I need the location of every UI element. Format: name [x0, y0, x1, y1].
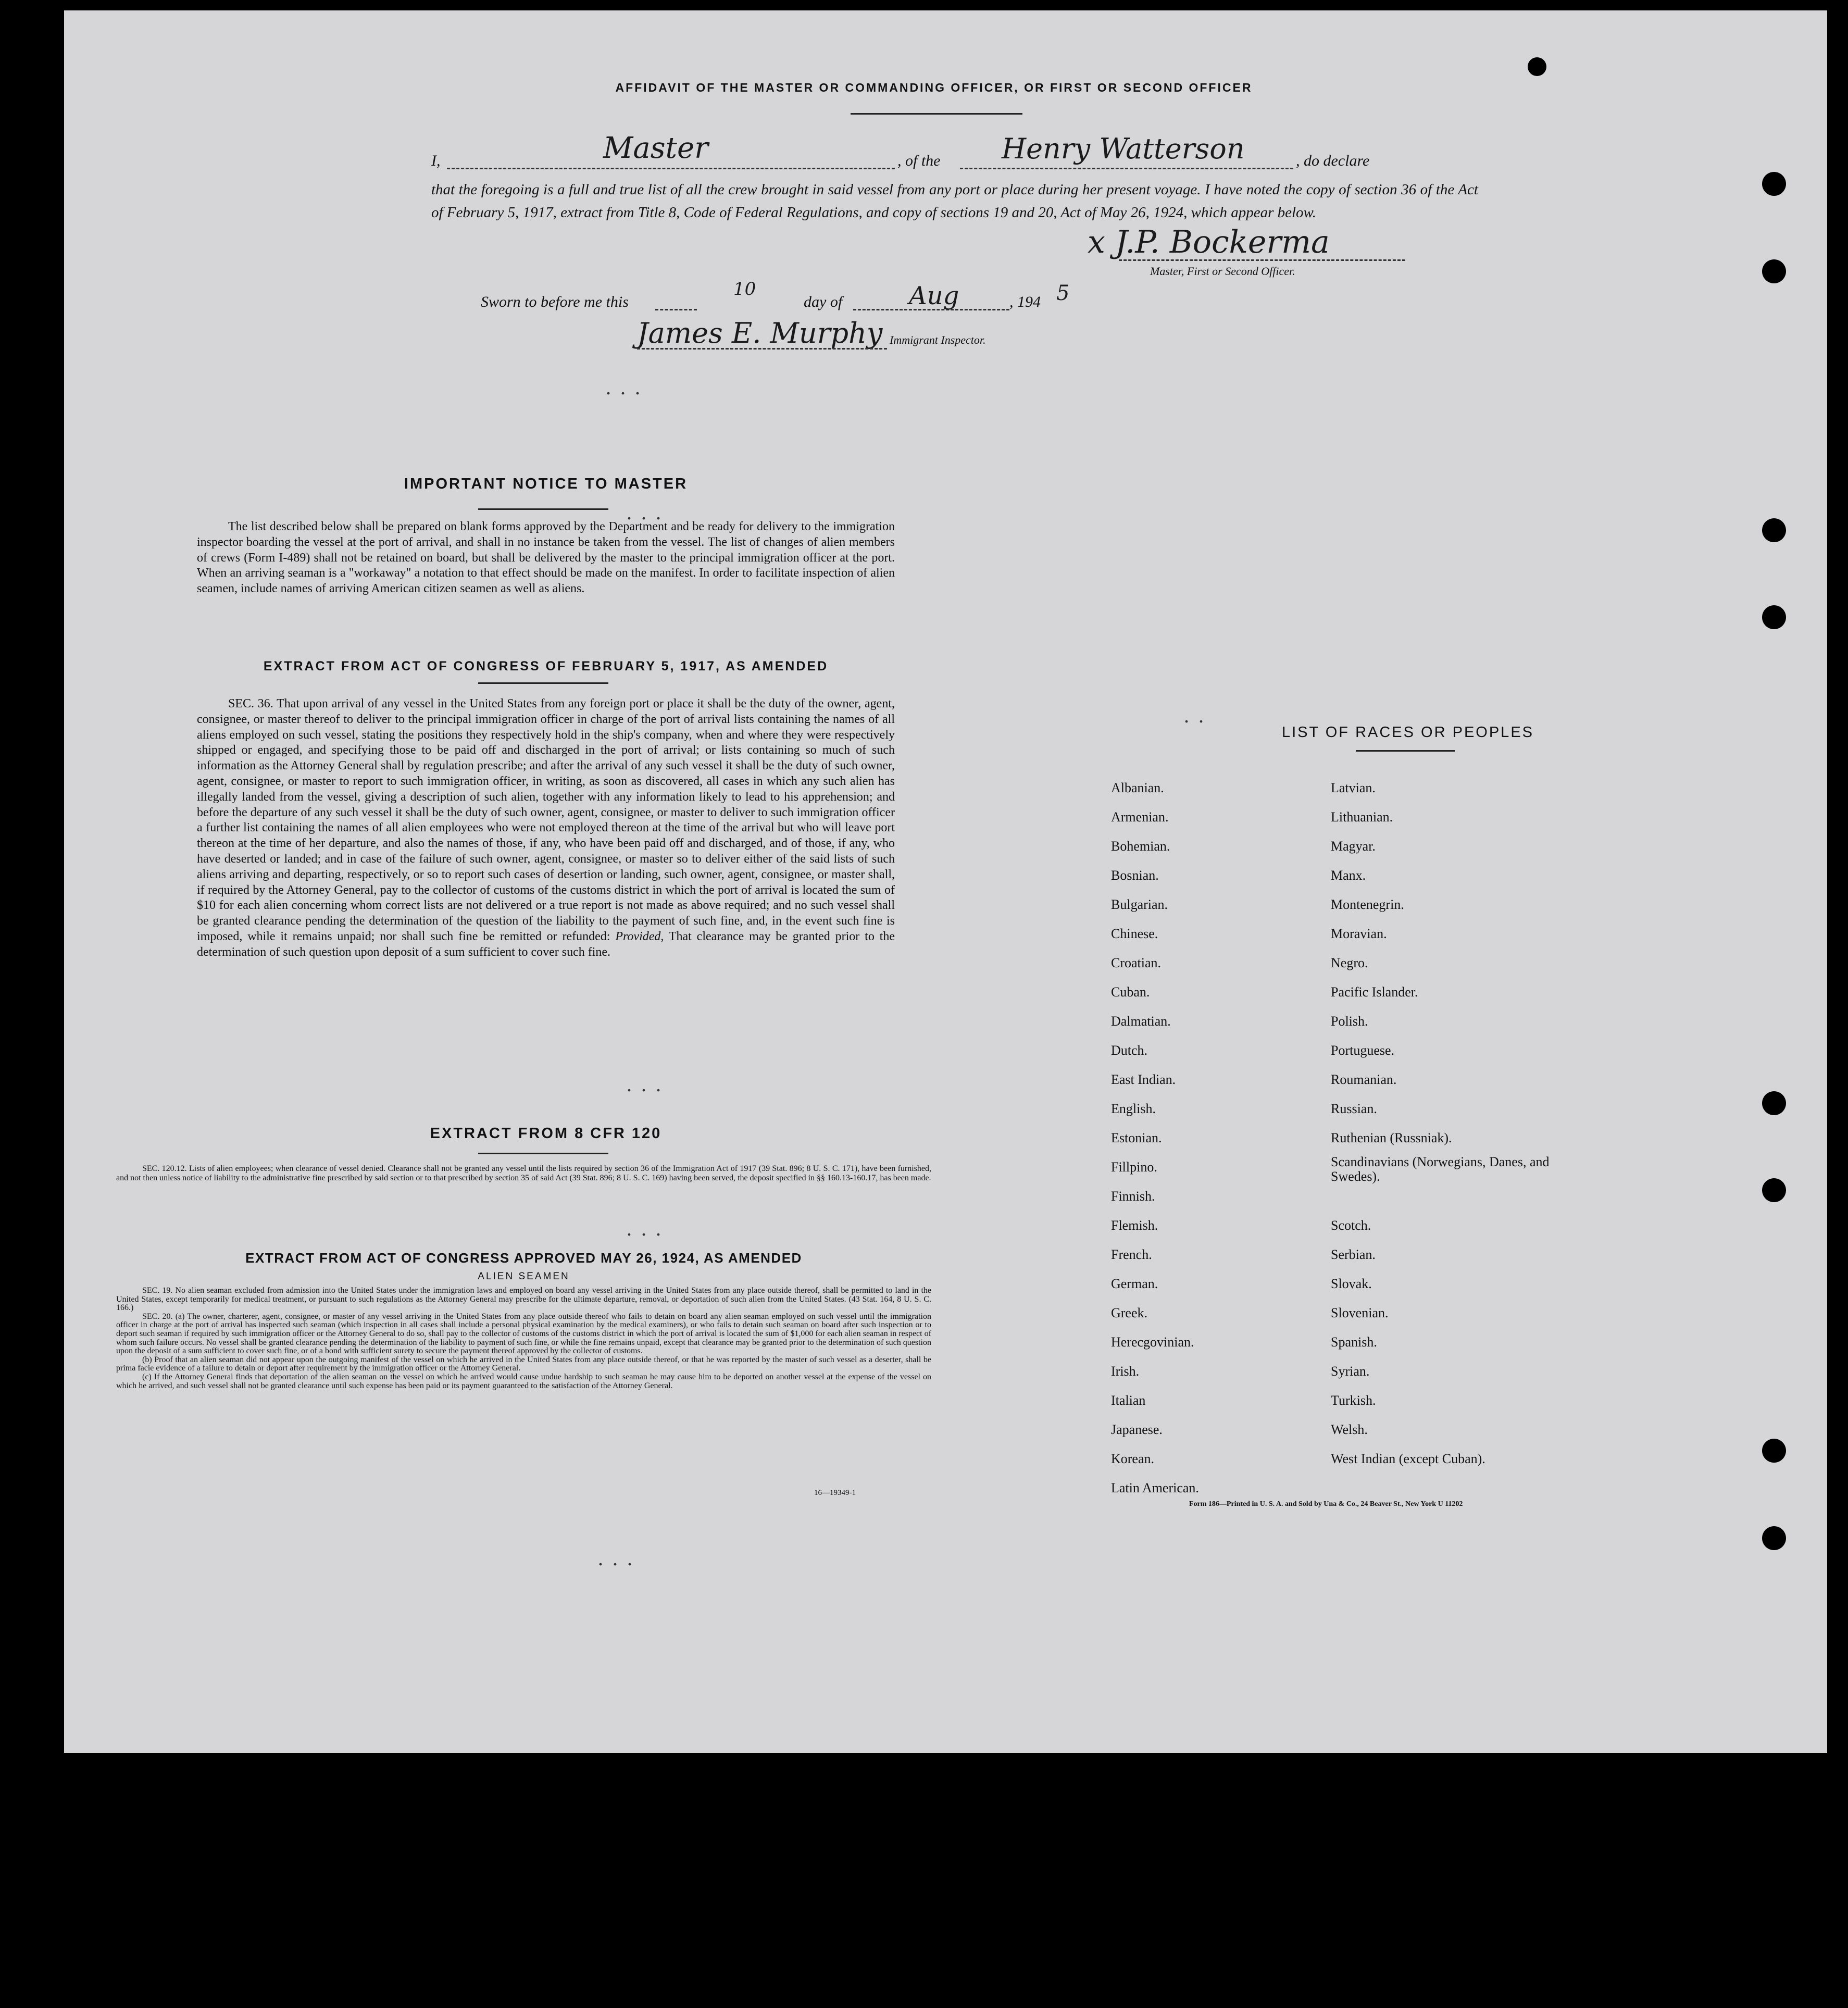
- race-item: Pacific Islander.: [1331, 984, 1418, 1000]
- binder-hole: [1762, 1178, 1786, 1202]
- day-field-line: [655, 309, 697, 310]
- race-item: Scotch.: [1331, 1218, 1371, 1233]
- signature-line: [1119, 259, 1405, 261]
- race-item: Turkish.: [1331, 1393, 1376, 1408]
- race-item: Lithuanian.: [1331, 809, 1393, 825]
- form-footer: Form 186—Printed in U. S. A. and Sold by Una & Co., 24 Beaver St., New York U 11202: [1189, 1500, 1463, 1508]
- race-item: Scandinavians (Norwegians, Danes, and Swedes).: [1331, 1154, 1550, 1184]
- race-item: Herecgovinian.: [1111, 1334, 1194, 1350]
- races-rule: [1356, 750, 1455, 752]
- binder-hole: [1762, 1091, 1786, 1115]
- day-handwriting: 10: [733, 279, 756, 300]
- section-20a-text: SEC. 20. (a) The owner, charterer, agent, consignee, or master of any vessel arriving in the United States from any place outside thereof who fails to detain on board any alien seaman employed on such vessel until the immigration officer in charge at the port of arrival has inspected such seaman (which inspection in all cases shall include a personal physical examination by the medical examiners), or who fails to detain such seaman on board after such inspection or to deport such seaman if required by such immigration officer or the Attorney General to do so, shall pay to the collector of customs of the customs district in which the port of arrival is located the sum of $1,000 for each alien seaman in respect of whom such failure occurs. No vessel shall be granted clearance pending the determination of the liability to payment of such fine, or while the fine remains unpaid, except that clearance may be granted prior to the determination of such question upon the deposit of a sum sufficient to cover such fine, or of a bond with sufficient surety to secure the payment thereof approved by the collector of customs.: [116, 1312, 931, 1356]
- race-item: Manx.: [1331, 868, 1366, 883]
- extract-1917-rule: [478, 682, 608, 684]
- race-item: Welsh.: [1331, 1422, 1368, 1437]
- sworn-line: [481, 281, 1147, 313]
- affidavit-title: AFFIDAVIT OF THE MASTER OR COMMANDING OFFICER, OR FIRST OR SECOND OFFICER: [615, 81, 1253, 94]
- race-item: Greek.: [1111, 1305, 1148, 1320]
- inspector-caption: Immigrant Inspector.: [890, 333, 986, 346]
- race-item: Slovak.: [1331, 1276, 1372, 1291]
- notice-title: IMPORTANT NOTICE TO MASTER: [404, 476, 688, 492]
- race-item: Latvian.: [1331, 780, 1376, 795]
- race-item: Bohemian.: [1111, 839, 1170, 854]
- affidavit-title-rule: [851, 113, 1022, 115]
- separator-dots: ...: [627, 1072, 670, 1096]
- race-item: French.: [1111, 1247, 1152, 1262]
- race-item: Spanish.: [1331, 1334, 1377, 1350]
- vessel-name-handwriting: Henry Watterson: [1002, 132, 1245, 165]
- sworn-label: Sworn to before me this: [481, 293, 629, 310]
- race-item: Fillpino.: [1111, 1159, 1157, 1175]
- section-19-text: SEC. 19. No alien seaman excluded from admission into the United States under the immigration laws and employed on board any vessel arriving in the United States from any place outside thereof, shall be permitted to land in the United States, except temporarily for medical treatment, or pursuant to such regulations as the Attorney General may prescribe for the ultimate departure, removal, or deportation of such alien from the United States. (43 Stat. 164, 8 U. S. C. 166.): [116, 1286, 931, 1313]
- race-item: Polish.: [1331, 1014, 1368, 1029]
- extract-cfr-body: SEC. 120.12. Lists of alien employees; when clearance of vessel denied. Clearance shall not be granted any vessel until the lists required by section 36 of the Immigration Act of 1917 (39 Stat. 896; 8 U. S. C. 171), have been furnished, and not then unless notice of liability to the administrative fine prescribed by said section or to that prescribed by section 35 of said Act (39 Stat. 896; 8 U. S. C. 169) having been served, the deposit specified in §§ 160.13-160.17, has been made.: [116, 1164, 931, 1182]
- separator-dots: ...: [627, 501, 670, 524]
- year-prefix: , 194: [1009, 293, 1041, 310]
- race-item: Portuguese.: [1331, 1043, 1395, 1058]
- race-item: Moravian.: [1331, 926, 1387, 941]
- inspector-line: [637, 348, 887, 350]
- race-item: Roumanian.: [1331, 1072, 1397, 1087]
- notice-body: The list described below shall be prepared on blank forms approved by the Department and be ready for delivery to the immigration inspector boarding the vessel at the port of arrival, and shall in no instance be taken from the vessel. The list of changes of alien members of crews (Form I-489) shall not be retained on board, but shall be delivered by the master to the principal immigration officer at the port. When an arriving seaman is a "workaway" a notation to that effect should be made on the manifest. In order to facilitate inspection of alien seamen, include names of arriving American citizen seamen as well as aliens.: [197, 520, 895, 596]
- extract-1917-title: EXTRACT FROM ACT OF CONGRESS OF FEBRUARY 5, 1917, AS AMENDED: [263, 659, 829, 674]
- race-item: Bulgarian.: [1111, 897, 1168, 912]
- binder-hole: [1762, 518, 1786, 542]
- separator-dots: ...: [627, 1217, 670, 1240]
- race-item: Italian: [1111, 1393, 1146, 1408]
- race-item: Cuban.: [1111, 984, 1150, 1000]
- race-item: Armenian.: [1111, 809, 1169, 825]
- race-item: Serbian.: [1331, 1247, 1376, 1262]
- race-item: Syrian.: [1331, 1364, 1370, 1379]
- provided-word: Provided,: [615, 929, 664, 943]
- race-item: Dalmatian.: [1111, 1014, 1171, 1029]
- race-item: Flemish.: [1111, 1218, 1158, 1233]
- separator-dots: ..: [1184, 704, 1213, 727]
- vessel-field-line: [960, 168, 1293, 169]
- race-item: West Indian (except Cuban).: [1331, 1451, 1485, 1466]
- race-item: Japanese.: [1111, 1422, 1163, 1437]
- inspector-signature: James E. Murphy: [637, 317, 883, 350]
- declaration-i: I,: [431, 152, 441, 169]
- affidavit-body: that the foregoing is a full and true list of all the crew brought in said vessel from any port or place during her present voyage. I have noted the copy of section 36 of the Act of February 5, 1917, extract from Title 8, Code of Federal Regulations, and copy of sections 19 and 20, Act of May 26, 1924, which appear below.: [431, 181, 1478, 221]
- race-item: Chinese.: [1111, 926, 1158, 941]
- master-signature: x J.P. Bockerma: [1088, 224, 1330, 260]
- month-handwriting: Aug: [909, 281, 959, 310]
- race-item: Dutch.: [1111, 1043, 1148, 1058]
- master-handwriting: Master: [603, 131, 708, 165]
- extract-1924-title: EXTRACT FROM ACT OF CONGRESS APPROVED MAY 26, 1924, AS AMENDED: [245, 1250, 802, 1266]
- races-right-column: [1331, 774, 1581, 1474]
- race-item: Albanian.: [1111, 780, 1164, 795]
- race-item: Negro.: [1331, 955, 1368, 970]
- form-code: 16—19349-1: [814, 1489, 856, 1497]
- race-item: Korean.: [1111, 1451, 1155, 1466]
- master-field-line: [447, 168, 895, 169]
- races-title: LIST OF RACES OR PEOPLES: [1281, 724, 1534, 741]
- notice-rule: [478, 508, 608, 510]
- race-item: Bosnian.: [1111, 868, 1159, 883]
- extract-1917-body: [197, 696, 895, 961]
- extract-1924-subtitle: ALIEN SEAMEN: [478, 1271, 570, 1282]
- document-page: [64, 10, 1827, 1753]
- separator-dots: ...: [598, 1546, 642, 1570]
- section-20b-text: (b) Proof that an alien seaman did not appear upon the outgoing manifest of the vessel on which he arrived in the United States from any place outside thereof, or that he was reported by the master of such vessel as a deserter, shall be prima facie evidence of a failure to detain or deport after requirement by the immigration officer or the Attorney General.: [116, 1355, 931, 1373]
- extract-1924-body: [116, 1287, 931, 1390]
- race-item: East Indian.: [1111, 1072, 1176, 1087]
- signature-caption: Master, First or Second Officer.: [1150, 265, 1295, 278]
- race-item: English.: [1111, 1101, 1156, 1116]
- binder-hole: [1762, 259, 1786, 283]
- race-item: Ruthenian (Russniak).: [1331, 1130, 1452, 1145]
- of-the-label: , of the: [897, 152, 941, 169]
- affidavit-declaration-line: [431, 131, 1478, 178]
- race-item: Irish.: [1111, 1364, 1140, 1379]
- race-item: Latin American.: [1111, 1480, 1199, 1495]
- race-item: Russian.: [1331, 1101, 1377, 1116]
- race-item: Montenegrin.: [1331, 897, 1404, 912]
- race-item: Croatian.: [1111, 955, 1162, 970]
- binder-hole: [1762, 1526, 1786, 1550]
- day-of-label: day of: [804, 293, 843, 310]
- race-item: Slovenian.: [1331, 1305, 1389, 1320]
- section-20c-text: (c) If the Attorney General finds that deportation of the alien seaman on the vessel on which he arrived would cause undue hardship to such seaman he may cause him to be deported on another vessel at the expense of the vessel on which he arrived, and such vessel shall not be granted clearance until such expense has been paid or its payment guaranteed to the satisfaction of the Attorney General.: [116, 1372, 931, 1390]
- race-item: Estonian.: [1111, 1130, 1162, 1145]
- race-item: Magyar.: [1331, 839, 1376, 854]
- binder-hole: [1762, 1439, 1786, 1463]
- race-item: German.: [1111, 1276, 1158, 1291]
- do-declare-label: , do declare: [1296, 152, 1370, 169]
- year-handwriting: 5: [1056, 281, 1070, 305]
- binder-hole: [1762, 172, 1786, 196]
- section-36-proviso: That clearance may be granted prior to the determination of such question upon deposit of a sum sufficient to cover such fine.: [197, 929, 895, 959]
- race-item: Finnish.: [1111, 1189, 1155, 1204]
- extract-cfr-rule: [478, 1153, 608, 1154]
- races-left-column: [1111, 774, 1199, 1503]
- binder-hole: [1762, 605, 1786, 629]
- extract-cfr-title: EXTRACT FROM 8 CFR 120: [430, 1125, 662, 1142]
- binder-hole: [1528, 57, 1546, 76]
- separator-dots: ...: [606, 376, 650, 399]
- section-36-text: SEC. 36. That upon arrival of any vessel in the United States from any foreign port or place it shall be the duty of the owner, agent, consignee, or master thereof to deliver to the principal immigration officer in charge of the port of arrival lists containing the names of all aliens employed on such vessel, stating the positions they respectively hold in the ship's company, when and where they were respectively shipped or engaged, and specifying those to be paid off and discharged in the port of arrival; or lists containing so much of such information as the Attorney General shall by regulation prescribe; and after the arrival of any such vessel it shall be the duty of such owner, agent, consignee, or master to report to such immigration officer, in writing, as soon as discovered, all cases in which any such alien has illegally landed from the vessel, giving a description of such alien, together with any information likely to lead to his apprehension; and before the departure of any such vessel it shall be the duty of such owner, agent, consignee, or master to deliver to such immigration officer a further list containing the names of all alien employees who were not employed thereon at the time of the arrival but who will leave port thereon at the time of her departure, and also the names of those, if any, who have been paid off and discharged, and of those, if any, who have deserted or landed; and in case of the failure of such owner, agent, consignee, or master so to deliver either of the said lists of such aliens arriving and departing, respectively, or so to report such cases of desertion or landing, such owner, agent, consignee, or master shall, if required by the Attorney General, pay to the collector of customs of the customs district in which the port of arrival is located the sum of $10 for each alien concerning whom correct lists are not delivered or a true report is not made as above required; and no such vessel shall be granted clearance pending the determination of the question of the liability to the payment of such fine, and, in the event such fine is imposed, while it remains unpaid; nor shall such fine be remitted or refunded:: [197, 697, 895, 943]
